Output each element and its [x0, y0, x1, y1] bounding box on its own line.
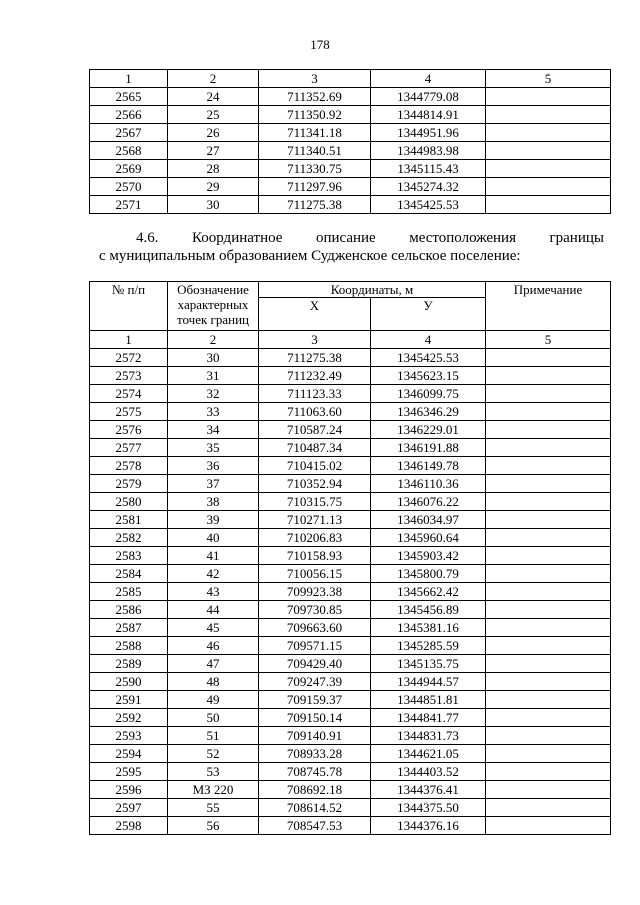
table-cell: 1345903.42: [371, 547, 486, 565]
table-row: [90, 547, 611, 565]
table-row: [90, 88, 611, 106]
numbering-cell: 2: [168, 331, 259, 349]
table-cell: 1344841.77: [371, 709, 486, 727]
table-cell: 1344621.05: [371, 745, 486, 763]
table-cell: 52: [168, 745, 259, 763]
table-cell: 708614.52: [259, 799, 371, 817]
table-cell: 2588: [90, 637, 168, 655]
table-cell: [486, 781, 611, 799]
header-no: № п/п: [90, 282, 168, 331]
table-cell: 710315.75: [259, 493, 371, 511]
table-cell: 711350.92: [259, 106, 371, 124]
table-cell: 709159.37: [259, 691, 371, 709]
table-cell: 1346099.75: [371, 385, 486, 403]
table-row: [90, 673, 611, 691]
table-cell: 2586: [90, 601, 168, 619]
table-cell: 2579: [90, 475, 168, 493]
table-cell: 708745.78: [259, 763, 371, 781]
table-cell: [486, 88, 611, 106]
table-cell: 711063.60: [259, 403, 371, 421]
table-cell: 1345115.43: [371, 160, 486, 178]
caption-word: границы: [549, 230, 604, 246]
table-cell: 49: [168, 691, 259, 709]
table-cell: 45: [168, 619, 259, 637]
table-row: [90, 745, 611, 763]
table-row: [90, 475, 611, 493]
table-cell: 2584: [90, 565, 168, 583]
table-cell: [486, 619, 611, 637]
table-cell: 42: [168, 565, 259, 583]
header-designation: Обозначение характерных точек границ: [168, 282, 259, 331]
table-row: [90, 709, 611, 727]
table-cell: [486, 142, 611, 160]
table-cell: 1345800.79: [371, 565, 486, 583]
table-cell: 709663.60: [259, 619, 371, 637]
table-cell: 1344814.91: [371, 106, 486, 124]
table-cell: 47: [168, 655, 259, 673]
table-cell: 708692.18: [259, 781, 371, 799]
boundary-coordinates-table: [89, 281, 611, 835]
top-table-body: [90, 88, 611, 214]
table-cell: 2591: [90, 691, 168, 709]
table-cell: 1345456.89: [371, 601, 486, 619]
table-cell: 710487.34: [259, 439, 371, 457]
table-row: [90, 142, 611, 160]
table-cell: 2592: [90, 709, 168, 727]
table-cell: 709429.40: [259, 655, 371, 673]
table-cell: 1345285.59: [371, 637, 486, 655]
table-cell: 710158.93: [259, 547, 371, 565]
table-cell: 711341.18: [259, 124, 371, 142]
table-row: [90, 565, 611, 583]
caption-word: 4.6.: [136, 230, 159, 246]
table-cell: 36: [168, 457, 259, 475]
table-cell: [486, 745, 611, 763]
table-cell: 2573: [90, 367, 168, 385]
table-row: [90, 691, 611, 709]
table-cell: [486, 106, 611, 124]
table-cell: 2569: [90, 160, 168, 178]
table-cell: 709571.15: [259, 637, 371, 655]
table-cell: 709730.85: [259, 601, 371, 619]
table-cell: 1346110.36: [371, 475, 486, 493]
table-cell: [486, 511, 611, 529]
table-cell: 1346191.88: [371, 439, 486, 457]
table-cell: 1345425.53: [371, 196, 486, 214]
page-number: 178: [310, 37, 330, 52]
table-cell: 27: [168, 142, 259, 160]
numbering-cell: 5: [486, 331, 611, 349]
table-cell: 1346034.97: [371, 511, 486, 529]
table-cell: [486, 178, 611, 196]
table-cell: [486, 709, 611, 727]
table-cell: [486, 493, 611, 511]
table-cell: [486, 673, 611, 691]
table-row: [90, 727, 611, 745]
table-row: [90, 439, 611, 457]
table-cell: 35: [168, 439, 259, 457]
top-coordinates-table: [89, 69, 611, 214]
table-cell: 46: [168, 637, 259, 655]
table-cell: 40: [168, 529, 259, 547]
table-cell: 710587.24: [259, 421, 371, 439]
table-cell: 2570: [90, 178, 168, 196]
table-cell: [486, 637, 611, 655]
table-cell: 48: [168, 673, 259, 691]
numbering-cell: 1: [90, 331, 168, 349]
table-cell: 1345425.53: [371, 349, 486, 367]
table-cell: 32: [168, 385, 259, 403]
table-cell: 41: [168, 547, 259, 565]
table-cell: 1346076.22: [371, 493, 486, 511]
table-cell: 709247.39: [259, 673, 371, 691]
table-cell: 711275.38: [259, 349, 371, 367]
caption-line-1: [99, 229, 604, 247]
table-cell: 710056.15: [259, 565, 371, 583]
header-y: У: [371, 298, 486, 331]
table-cell: 56: [168, 817, 259, 835]
table-row: [90, 178, 611, 196]
table-cell: 1344951.96: [371, 124, 486, 142]
table-row: [90, 619, 611, 637]
table-cell: 30: [168, 196, 259, 214]
table-cell: 1344375.50: [371, 799, 486, 817]
table-cell: 39: [168, 511, 259, 529]
table-cell: [486, 583, 611, 601]
table-cell: 2594: [90, 745, 168, 763]
table-cell: 708933.28: [259, 745, 371, 763]
table-row: [90, 385, 611, 403]
table-cell: 709923.38: [259, 583, 371, 601]
header-cell: 3: [259, 70, 371, 88]
table-cell: 710352.94: [259, 475, 371, 493]
table-cell: [486, 124, 611, 142]
table-cell: [486, 403, 611, 421]
table-cell: 53: [168, 763, 259, 781]
header-cell: 2: [168, 70, 259, 88]
table-cell: [486, 655, 611, 673]
table-cell: 1346346.29: [371, 403, 486, 421]
table-row: [90, 763, 611, 781]
caption-word: Координатное: [192, 230, 283, 246]
table-cell: 2565: [90, 88, 168, 106]
table-cell: 2595: [90, 763, 168, 781]
table-cell: 37: [168, 475, 259, 493]
table-cell: 2585: [90, 583, 168, 601]
table-cell: 1344376.41: [371, 781, 486, 799]
table-cell: 1344376.16: [371, 817, 486, 835]
table-cell: 55: [168, 799, 259, 817]
table-cell: 2572: [90, 349, 168, 367]
table-cell: 711340.51: [259, 142, 371, 160]
table-cell: [486, 799, 611, 817]
table-cell: 1344944.57: [371, 673, 486, 691]
table-cell: 1344831.73: [371, 727, 486, 745]
table-cell: 31: [168, 367, 259, 385]
table-row: [90, 106, 611, 124]
table-cell: 1345623.15: [371, 367, 486, 385]
table-cell: [486, 547, 611, 565]
table-row: [90, 781, 611, 799]
table-cell: 51: [168, 727, 259, 745]
table-row: [90, 403, 611, 421]
table-cell: 1346149.78: [371, 457, 486, 475]
table-row: [90, 817, 611, 835]
table-cell: 28: [168, 160, 259, 178]
table-cell: [486, 385, 611, 403]
table-cell: 1345960.64: [371, 529, 486, 547]
table-row: [90, 601, 611, 619]
table-cell: [486, 196, 611, 214]
table-cell: [486, 367, 611, 385]
table-cell: 2578: [90, 457, 168, 475]
table-row: [90, 124, 611, 142]
caption-word: местоположения: [409, 230, 516, 246]
table-header-row: [90, 282, 611, 298]
table-cell: 711232.49: [259, 367, 371, 385]
caption-line-2: с муниципальным образованием Судженское сельское поселение:: [99, 248, 521, 264]
table-cell: МЗ 220: [168, 781, 259, 799]
table-row: [90, 583, 611, 601]
table-cell: [486, 475, 611, 493]
table-row: [90, 196, 611, 214]
table-cell: [486, 565, 611, 583]
numbering-cell: 3: [259, 331, 371, 349]
table-cell: 710271.13: [259, 511, 371, 529]
table-row: [90, 160, 611, 178]
table-cell: 1344983.98: [371, 142, 486, 160]
table-cell: 709150.14: [259, 709, 371, 727]
table-cell: 33: [168, 403, 259, 421]
table-cell: [486, 529, 611, 547]
table-cell: 2567: [90, 124, 168, 142]
table-cell: 34: [168, 421, 259, 439]
table-cell: [486, 457, 611, 475]
header-coordinates: Координаты, м: [259, 282, 486, 298]
table-row: [90, 511, 611, 529]
table-row: [90, 637, 611, 655]
table-cell: 2593: [90, 727, 168, 745]
table-cell: 29: [168, 178, 259, 196]
table-cell: 2571: [90, 196, 168, 214]
table-cell: 1345135.75: [371, 655, 486, 673]
header-x: Х: [259, 298, 371, 331]
table-cell: 2587: [90, 619, 168, 637]
table-cell: 38: [168, 493, 259, 511]
numbering-cell: 4: [371, 331, 486, 349]
table-numbering-row: [90, 331, 611, 349]
table-cell: [486, 439, 611, 457]
table-cell: 2575: [90, 403, 168, 421]
table-cell: 30: [168, 349, 259, 367]
table-cell: 1344403.52: [371, 763, 486, 781]
section-caption: [99, 229, 604, 265]
header-cell: 5: [486, 70, 611, 88]
table-row: [90, 493, 611, 511]
table-cell: [486, 691, 611, 709]
table-cell: 1346229.01: [371, 421, 486, 439]
table-cell: 711330.75: [259, 160, 371, 178]
caption-word: описание: [315, 230, 376, 246]
table-cell: 2566: [90, 106, 168, 124]
table-cell: [486, 160, 611, 178]
table-cell: 709140.91: [259, 727, 371, 745]
table-cell: 2583: [90, 547, 168, 565]
table-cell: 2598: [90, 817, 168, 835]
table-cell: 2574: [90, 385, 168, 403]
table-cell: 1345381.16: [371, 619, 486, 637]
table-header-row: [90, 70, 611, 88]
table-cell: [486, 763, 611, 781]
table-cell: [486, 349, 611, 367]
table-cell: 25: [168, 106, 259, 124]
table-cell: 708547.53: [259, 817, 371, 835]
table-cell: 1344851.81: [371, 691, 486, 709]
table-cell: 2580: [90, 493, 168, 511]
table-row: [90, 655, 611, 673]
table-cell: [486, 601, 611, 619]
table-cell: 2576: [90, 421, 168, 439]
table-cell: [486, 817, 611, 835]
table-cell: 711352.69: [259, 88, 371, 106]
table-cell: 2597: [90, 799, 168, 817]
table-cell: [486, 421, 611, 439]
table-cell: 1345274.32: [371, 178, 486, 196]
table-cell: 710206.83: [259, 529, 371, 547]
table-cell: 711275.38: [259, 196, 371, 214]
table-row: [90, 529, 611, 547]
table-row: [90, 799, 611, 817]
table-cell: 24: [168, 88, 259, 106]
header-cell: 4: [371, 70, 486, 88]
table-row: [90, 457, 611, 475]
table-cell: 43: [168, 583, 259, 601]
table-cell: 2581: [90, 511, 168, 529]
table-cell: 44: [168, 601, 259, 619]
main-table-body: [90, 349, 611, 835]
table-cell: 2577: [90, 439, 168, 457]
table-cell: 1345662.42: [371, 583, 486, 601]
table-cell: 2582: [90, 529, 168, 547]
table-cell: 2589: [90, 655, 168, 673]
table-cell: 710415.02: [259, 457, 371, 475]
table-cell: [486, 727, 611, 745]
table-row: [90, 421, 611, 439]
table-row: [90, 367, 611, 385]
table-cell: 711123.33: [259, 385, 371, 403]
table-row: [90, 349, 611, 367]
table-cell: 50: [168, 709, 259, 727]
table-cell: 2590: [90, 673, 168, 691]
table-cell: 26: [168, 124, 259, 142]
table-cell: 711297.96: [259, 178, 371, 196]
header-note: Примечание: [486, 282, 611, 331]
header-cell: 1: [90, 70, 168, 88]
table-cell: 2568: [90, 142, 168, 160]
table-cell: 2596: [90, 781, 168, 799]
table-cell: 1344779.08: [371, 88, 486, 106]
